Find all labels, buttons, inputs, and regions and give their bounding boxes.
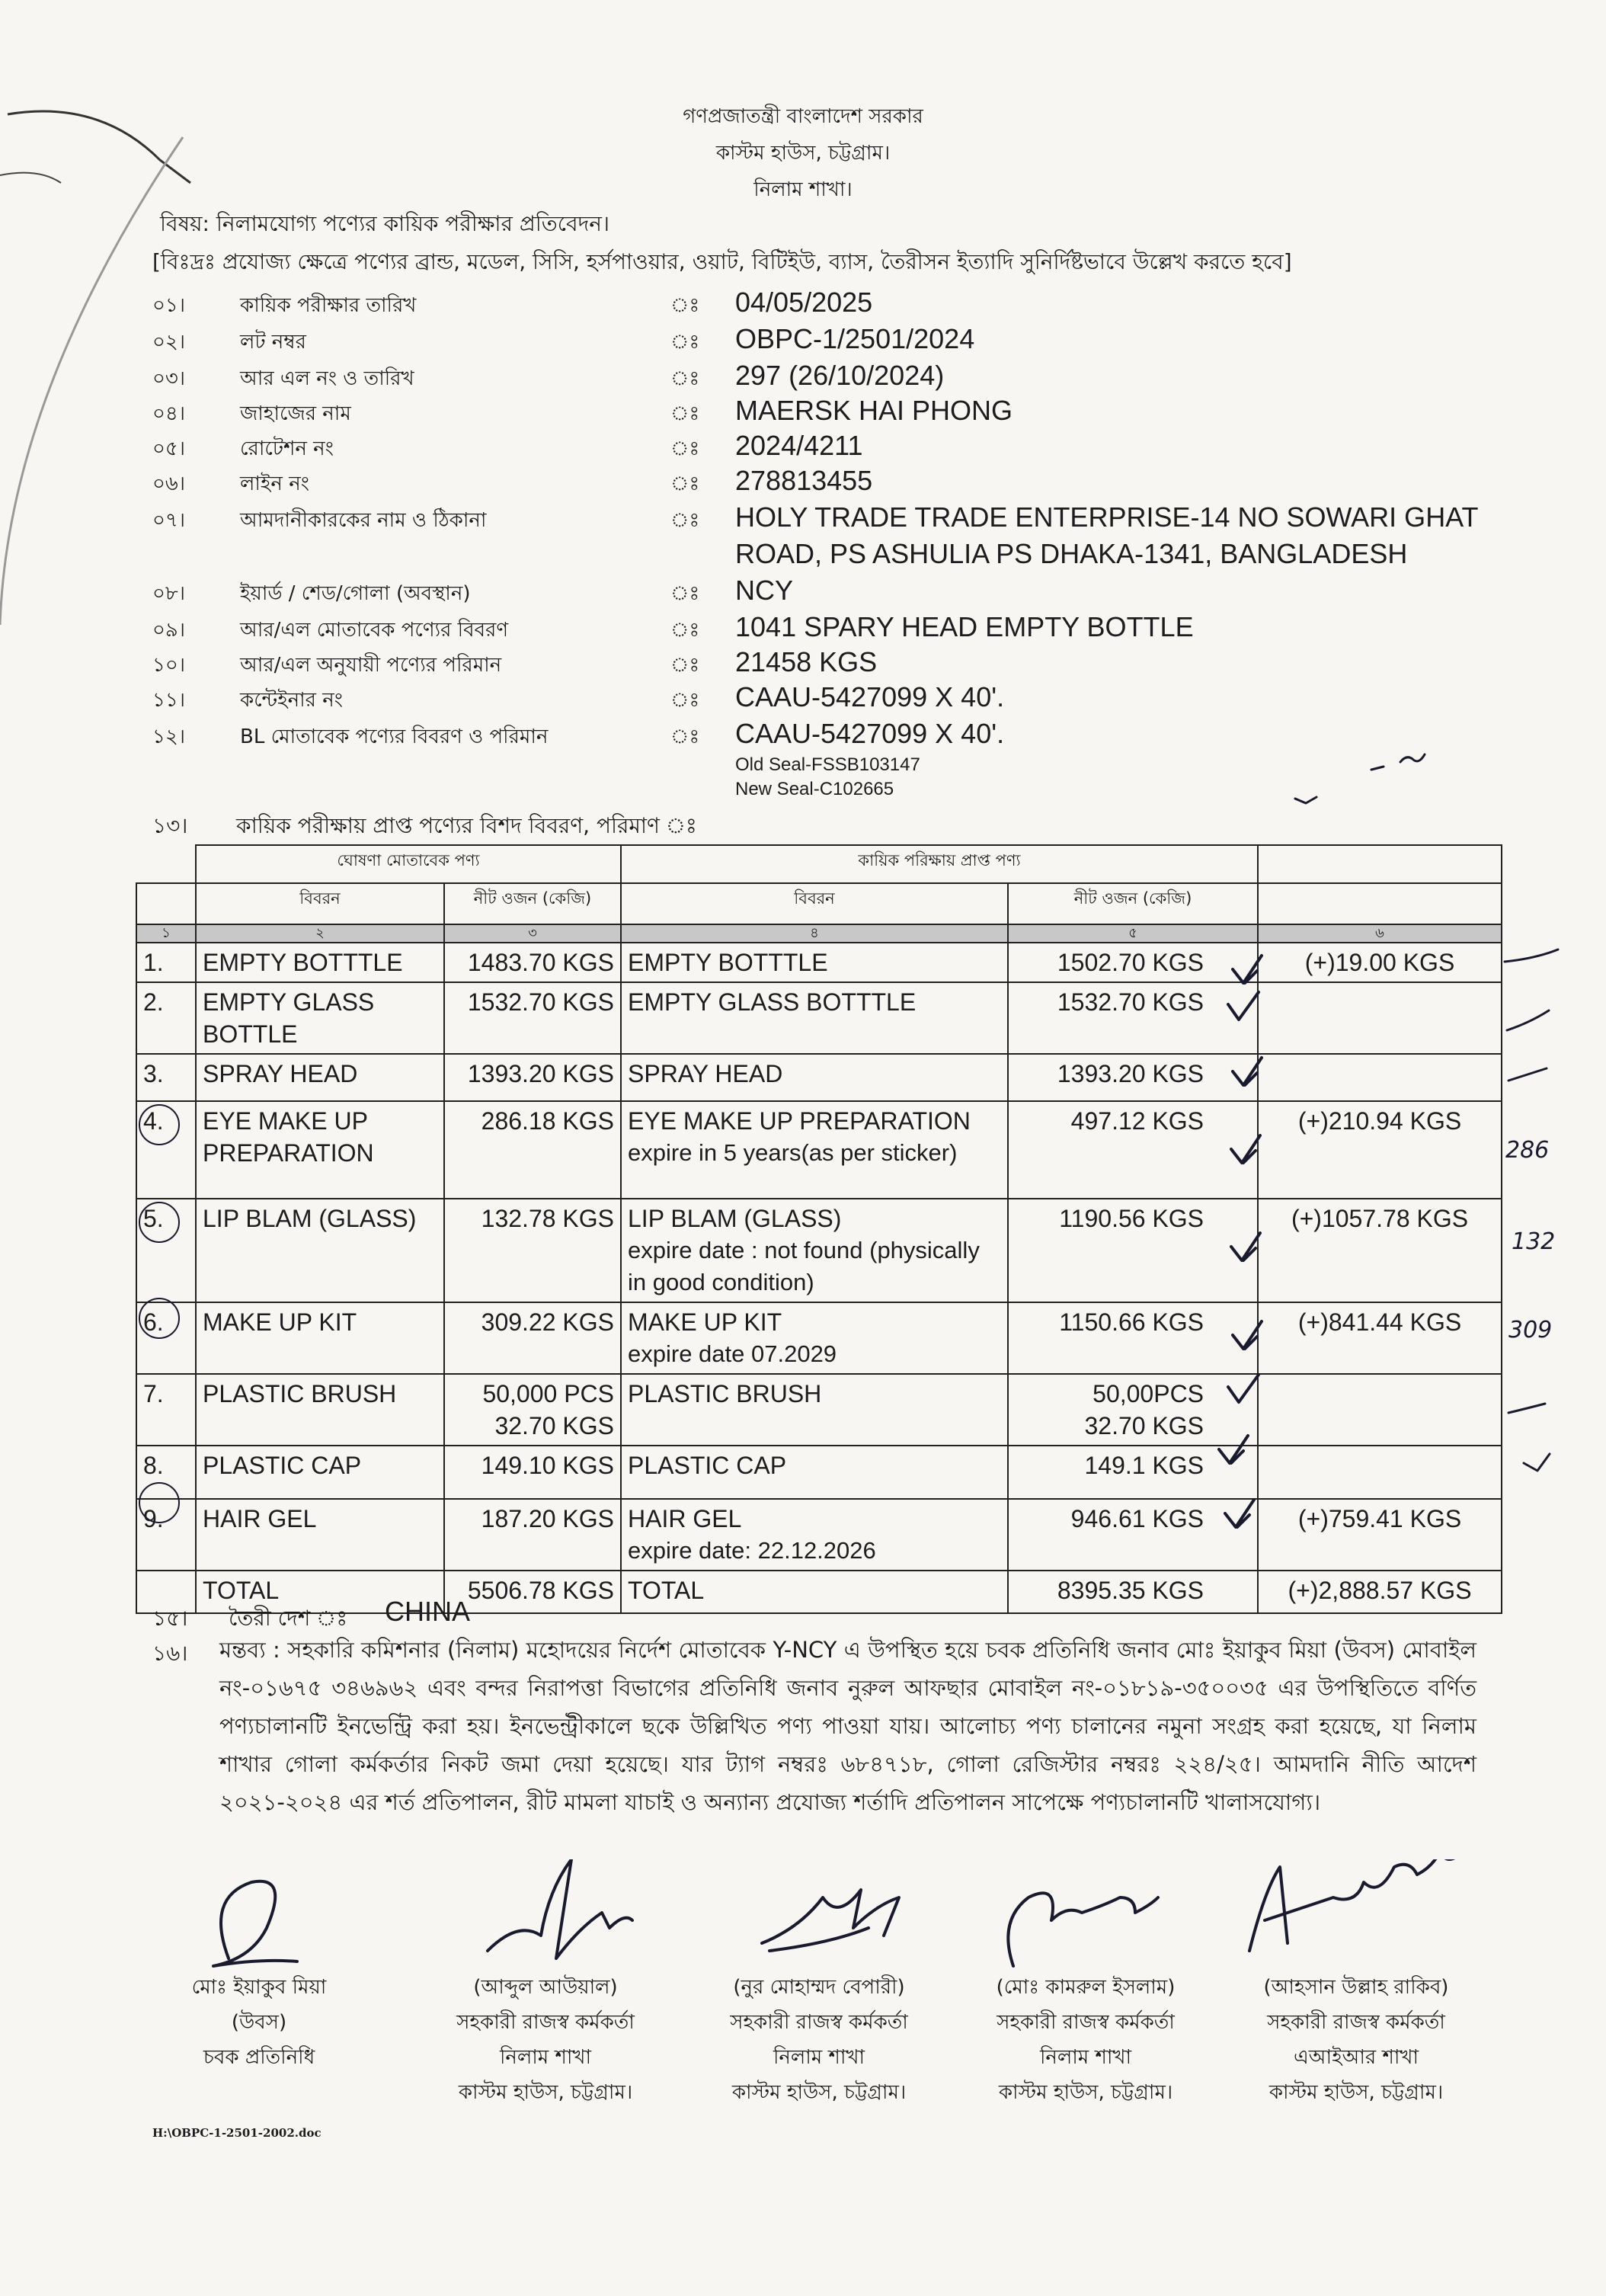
signature-icon [1008,1893,1158,1966]
margin-note: 286 [1505,1137,1550,1164]
field-value: MAERSK HAI PHONG [735,395,1013,426]
found-desc: PLASTIC BRUSH [621,1374,1008,1446]
section-16-number: ১৬। [152,1641,188,1666]
total-found-label: TOTAL [621,1571,1008,1613]
colon: ঃ [670,331,700,354]
found-net: 946.61 KGS [1008,1499,1258,1571]
field-value: 1041 SPARY HEAD EMPTY BOTTLE [735,611,1194,642]
field-number: ০৮। [152,582,186,605]
found-net: 1532.70 KGS [1008,982,1258,1054]
signatory-line2: সহকারী রাজস্ব কর্মকর্তা [456,2011,635,2034]
section-13-number: ১৩। [152,813,188,838]
checkmark-icon [1228,992,1259,1020]
declared-net: 149.10 KGS [444,1446,621,1499]
country-value: CHINA [385,1596,471,1627]
declared-net: 1483.70 KGS [444,943,621,982]
row-serial: 4. [136,1101,196,1199]
declared-net: 286.18 KGS [444,1101,621,1199]
section-15-number: ১৫। [152,1606,188,1631]
staple-marks [0,0,244,686]
field-number: ০৪। [152,402,186,425]
margin-tick-icon [1507,1010,1549,1030]
govt-title: গণপ্রজাতন্ত্রী বাংলাদেশ সরকার [683,105,923,128]
field-value-line2: ROAD, PS ASHULIA PS DHAKA-1341, BANGLADESH [735,538,1408,569]
declared-net: 32.70 KGS [494,1412,614,1439]
field-label: BL মোতাবেক পণ্যের বিবরণ ও পরিমান [240,725,549,748]
declared-desc: PLASTIC BRUSH [196,1374,444,1446]
col-index: ৪ [621,924,1008,943]
colon: ঃ [670,509,700,532]
field-value: 04/05/2025 [735,287,873,318]
field-number: ১২। [152,725,186,748]
found-desc: SPRAY HEAD [621,1054,1008,1101]
found-net: 1190.56 KGS [1008,1199,1258,1302]
difference: (+)841.44 KGS [1258,1302,1502,1374]
field-number: ০১। [152,294,186,317]
signatory-line4: কাস্টম হাউস, চট্টগ্রাম। [458,2081,633,2104]
found-group-header: কায়িক পরিক্ষায় প্রাপ্ত পণ্য [621,845,1258,883]
declared-net: 1393.20 KGS [444,1054,621,1101]
signatory-name: (মোঃ কামরুল ইসলাম) [996,1976,1176,1999]
col-header-desc: বিবরন [196,883,444,924]
field-label: কায়িক পরীক্ষার তারিখ [240,294,417,317]
declared-net: 309.22 KGS [444,1302,621,1374]
found-net: 1150.66 KGS [1008,1302,1258,1374]
declared-net: 132.78 KGS [444,1199,621,1302]
signatory-line2: (উবস) [231,2011,287,2034]
margin-tick-icon [1508,1404,1545,1413]
remarks-paragraph: মন্তব্য : সহকারি কমিশনার (নিলাম) মহোদয়ের নির্দেশ মোতাবেক Y-NCY এ উপস্থিত হয়ে চবক প্রতিনিধি জনাব মোঃ ইয়াকুব মিয়া (উবস) মোবাইল নং-০১৬৭৫ ৩৪৬৯৬২ এবং বন্দর নিরাপত্তা বিভাগের প্রতিনিধি জনাব নুরুল আফছার মোবাইল নং-০১৮১৯-৩৫০০৩৫ এর উপস্থিতিতে বর্ণিত পণ্যচালানটি ইনভেন্ট্রি করা হয়। ইনভেন্ট্রীকালে ছকে উল্লিখিত পণ্য পাওয়া যায়। আলোচ্য পণ্য চালানের নমুনা সংগ্রহ করা হয়েছে, যা নিলাম শাখার গোলা কর্মকর্তার নিকট জমা দেয়া হয়েছে। যার ট্যাগ নম্বরঃ ৬৮৪৭১৮, গোলা রেজিস্টার নম্বরঃ ২২৪/২৫। আমদানি নীতি আদেশ ২০২১-২০২৪ এর শর্ত প্রতিপালন, রীট মামলা যাচাই ও অন্যান্য প্রযোজ্য শর্তাদি প্রতিপালন সাপেক্ষে পণ্যচালানটি খালাসযোগ্য। [219,1637,1476,1815]
field-value: CAAU-5427099 X 40'. [735,718,1005,749]
declared-desc: MAKE UP KIT [196,1302,444,1374]
found-net: 497.12 KGS [1008,1101,1258,1199]
field-value: 2024/4211 [735,430,863,461]
signatory-name: (আহসান উল্লাহ রাকিব) [1263,1976,1449,1999]
total-found-net: 8395.35 KGS [1008,1571,1258,1613]
col-header-found-desc: বিবরন [621,883,1008,924]
field-value: OBPC-1/2501/2024 [735,323,975,354]
checkmark-icon [1231,1233,1260,1260]
signatory-line3: এআইআর শাখা [1293,2046,1419,2069]
signatory-line4: কাস্টম হাউস, চট্টগ্রাম। [731,2081,907,2104]
signatory-5 [1219,1970,1493,2110]
signatory-name: (আব্দুল আউয়াল) [473,1976,618,1999]
margin-tick-icon [1508,1068,1547,1081]
field-label: কন্টেইনার নং [240,689,343,712]
signatory-line3: নিলাম শাখা [773,2046,865,2069]
declared-desc: LIP BLAM (GLASS) [196,1199,444,1302]
field-label: ইয়ার্ড / শেড/গোলা (অবস্থান) [240,582,471,605]
section-13-label: কায়িক পরীক্ষায় প্রাপ্ত পণ্যের বিশদ বিবরণ, পরিমাণ ঃ [236,813,697,838]
row-serial: 2. [136,982,196,1054]
declared-desc: EMPTY BOTTTLE [196,943,444,982]
field-label: জাহাজের নাম [240,402,351,425]
checkmark-icon [1219,1436,1248,1463]
difference: (+)210.94 KGS [1258,1101,1502,1199]
signature-icon [213,1881,297,1966]
found-note: expire date: 22.12.2026 [628,1537,876,1564]
margin-note: 132 [1512,1228,1556,1255]
field-number: ০৭। [152,509,186,532]
subject-line: বিষয়: নিলামযোগ্য পণ্যের কায়িক পরীক্ষার প্রতিবেদন। [160,211,610,236]
declared-desc: EMPTY GLASS BOTTLE [196,982,444,1054]
col-index: ৬ [1258,924,1502,943]
signatory-line4: কাস্টম হাউস, চট্টগ্রাম। [998,2081,1173,2104]
margin-tick-icon [1524,1454,1550,1471]
colon: ঃ [670,689,700,712]
field-number: ০৯। [152,619,186,642]
found-net: 149.1 KGS [1008,1446,1258,1499]
signatory-line4: কাস্টম হাউস, চট্টগ্রাম। [1268,2081,1444,2104]
row-serial: 1. [136,943,196,982]
found-desc: EYE MAKE UP PREPARATION [628,1107,971,1135]
branch-title: নিলাম শাখা। [753,178,853,201]
difference: (+)1057.78 KGS [1258,1199,1502,1302]
difference: (+)759.41 KGS [1258,1499,1502,1571]
colon: ঃ [670,619,700,642]
signatory-name: (নুর মোহাম্মদ বেপারী) [733,1976,905,1999]
circle-mark-icon [139,1202,179,1242]
office-title: কাস্টম হাউস, চট্টগ্রাম। [715,142,891,165]
found-note: expire in 5 years(as per sticker) [628,1139,958,1166]
margin-note: 309 [1508,1317,1553,1343]
col-index: ১ [136,924,196,943]
circle-mark-icon [139,1483,179,1523]
total-label: TOTAL [196,1571,444,1613]
circle-mark-icon [139,1299,179,1338]
found-qty: 50,00PCS [1093,1380,1204,1407]
found-desc: HAIR GEL [628,1505,742,1532]
signatory-line2: সহকারী রাজস্ব কর্মকর্তা [1267,2011,1445,2034]
signatory-line2: সহকারী রাজস্ব কর্মকর্তা [730,2011,908,2034]
old-seal: Old Seal-FSSB103147 [735,754,920,775]
field-label: আর/এল অনুযায়ী পণ্যের পরিমান [240,654,502,677]
col-index: ২ [196,924,444,943]
found-note: expire date : not found (physically in good condition) [628,1237,980,1295]
declared-desc: PLASTIC CAP [196,1446,444,1499]
checkmark-icon [1231,1135,1260,1163]
declared-qty: 50,000 PCS [482,1380,614,1407]
colon: ঃ [670,582,700,605]
signatory-name: মোঃ ইয়াকুব মিয়া [191,1976,327,1999]
col-index: ৫ [1008,924,1258,943]
checkmark-icon [1233,1058,1262,1085]
field-label: আর/এল মোতাবেক পণ্যের বিবরণ [240,619,509,642]
total-difference: (+)2,888.57 KGS [1258,1571,1502,1613]
colon: ঃ [670,437,700,460]
found-net: 32.70 KGS [1084,1412,1204,1439]
row-serial: 8. [136,1446,196,1499]
found-desc: EMPTY BOTTTLE [621,943,1008,982]
colon: ঃ [670,294,700,317]
colon: ঃ [670,725,700,748]
col-header-net: নীট ওজন (কেজি) [444,883,621,924]
field-number: ০৫। [152,437,186,460]
row-serial: 7. [136,1374,196,1446]
colon: ঃ [670,472,700,495]
row-serial: 6. [136,1302,196,1374]
signatory-line2: সহকারী রাজস্ব কর্মকর্তা [997,2011,1175,2034]
found-net: 1393.20 KGS [1008,1054,1258,1101]
signature-icon [1249,1859,1463,1951]
file-reference: H:\OBPC-1-2501-2002.doc [152,2126,322,2140]
field-number: ১০। [152,654,186,677]
col-header-found-net: নীট ওজন (কেজি) [1008,883,1258,924]
found-desc: PLASTIC CAP [621,1446,1008,1499]
difference: (+)19.00 KGS [1258,943,1502,982]
colon: ঃ [670,402,700,425]
field-label: আমদানীকারকের নাম ও ঠিকানা [240,509,487,532]
col-index: ৩ [444,924,621,943]
signature-icon [762,1890,899,1951]
field-label: লট নম্বর [240,331,306,354]
field-number: ০২। [152,331,186,354]
checkmark-icon [1225,1500,1254,1527]
row-serial: 5. [136,1199,196,1302]
signatory-3 [682,1970,956,2110]
field-label: আর এল নং ও তারিখ [240,367,414,390]
field-value: NCY [735,575,794,606]
found-desc: EMPTY GLASS BOTTTLE [621,982,1008,1054]
margin-dash-icon [1295,754,1425,803]
row-serial: 9. [136,1499,196,1571]
found-desc: MAKE UP KIT [628,1308,782,1336]
field-number: ০৬। [152,472,186,495]
checkmark-icon [1228,1375,1259,1402]
found-desc: LIP BLAM (GLASS) [628,1205,842,1232]
checkmark-icon [1233,1321,1262,1349]
found-note: expire date 07.2029 [628,1340,837,1367]
circle-mark-icon [139,1105,179,1145]
total-declared-net: 5506.78 KGS [444,1571,621,1613]
colon: ঃ [670,654,700,677]
checkmark-icon [1233,956,1262,983]
declared-net: 1532.70 KGS [444,982,621,1054]
row-serial: 3. [136,1054,196,1101]
found-net: 1502.70 KGS [1008,943,1258,982]
signatory-line3: চবক প্রতিনিধি [203,2046,315,2069]
field-value: CAAU-5427099 X 40'. [735,681,1005,712]
signatory-line3: নিলাম শাখা [499,2046,592,2069]
signatory-2 [408,1970,683,2110]
margin-tick-icon [1505,949,1558,962]
field-label: লাইন নং [240,472,309,495]
colon: ঃ [670,367,700,390]
binding-curve-icon [0,111,190,625]
declared-net: 187.20 KGS [444,1499,621,1571]
field-value: 21458 KGS [735,646,878,677]
signatory-4 [949,1970,1223,2110]
field-value: 297 (26/10/2024) [735,360,945,391]
field-label: রোটেশন নং [240,437,334,460]
field-number: ১১। [152,689,186,712]
field-value: 278813455 [735,465,873,496]
declared-desc: EYE MAKE UP PREPARATION [196,1101,444,1199]
declared-desc: SPRAY HEAD [196,1054,444,1101]
signature-icon [488,1859,632,1958]
instruction-note: [বিঃদ্রঃ প্রযোজ্য ক্ষেত্রে পণ্যের ব্রান্ড, মডেল, সিসি, হর্সপাওয়ার, ওয়াট, বিটিইউ, ব্যাস, তৈরীসন ইত্যাদি সুনির্দিষ্টভাবে উল্লেখ করতে হবে] [152,249,1292,274]
signatory-1 [122,1970,396,2075]
country-label: তৈরী দেশ ঃ [229,1606,348,1631]
new-seal: New Seal-C102665 [735,779,894,799]
field-value: HOLY TRADE TRADE ENTERPRISE-14 NO SOWARI GHAT [735,501,1479,533]
declared-group-header: ঘোষণা মোতাবেক পণ্য [196,845,621,883]
signatory-line3: নিলাম শাখা [1039,2046,1132,2069]
declared-desc: HAIR GEL [196,1499,444,1571]
field-number: ০৩। [152,367,186,390]
